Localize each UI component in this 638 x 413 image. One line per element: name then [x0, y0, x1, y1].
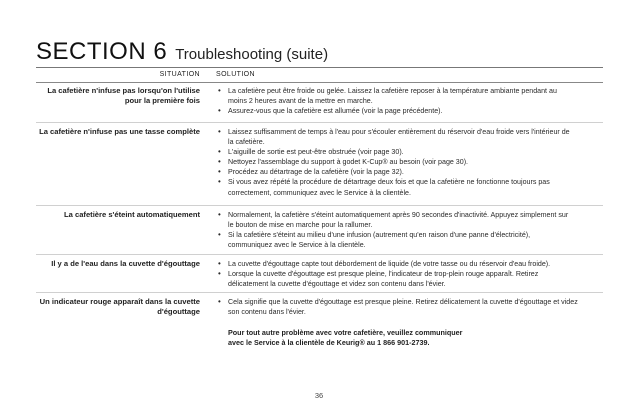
row-separator [36, 205, 603, 206]
customer-service-note: Pour tout autre problème avec votre cafetière, veuillez communiquer avec le Service à la clientèle de Keurig® au 1 866 901-2739. [228, 328, 463, 347]
solution-bullet: • Lorsque la cuvette d'égouttage est presque pleine, l'indicateur de trop-plein rouge apparaît. Retirez délicatement la cuvette d'égouttage et videz son contenu dans l'évier. [216, 269, 604, 289]
row-separator [36, 292, 603, 293]
solution-bullet: • Assurez-vous que la cafetière est allumée (voir la page précédente). [216, 106, 604, 116]
solution-list-2 [216, 127, 604, 198]
situation-4: Il y a de l'eau dans la cuvette d'égouttage [51, 259, 200, 268]
table-header-rule [36, 82, 603, 83]
solution-bullet: • La cuvette d'égouttage capte tout débordement de liquide (de votre tasse ou du réservoir d'eau froide). [216, 259, 604, 269]
solution-list-3 [216, 210, 604, 250]
solution-bullet: • Si la cafetière s'éteint au milieu d'une infusion (autrement qu'en raison d'une panne d'électricité), communiquez avec le Service à la clientèle. [216, 230, 604, 250]
solution-bullet: • L'aiguille de sortie est peut-être obstruée (voir page 30). [216, 147, 604, 157]
situation-5: Un indicateur rouge apparaît dans la cuvette d'égouttage [39, 297, 200, 316]
solution-list-1 [216, 86, 604, 116]
solution-bullet: • Laissez suffisamment de temps à l'eau pour s'écouler entièrement du réservoir d'eau froide vers l'intérieur de la cafetière. [216, 127, 604, 147]
section-number: SECTION 6 [36, 38, 168, 65]
solution-bullet: • Si vous avez répété la procédure de détartrage deux fois et que la cafetière ne fonctionne toujours pas correctement, communiquez avec le Service à la clientèle. [216, 177, 604, 197]
solution-bullet: • Normalement, la cafetière s'éteint automatiquement après 90 secondes d'inactivité. Appuyez simplement sur le bouton de mise en marche pour la rallumer. [216, 210, 604, 230]
row-separator [36, 122, 603, 123]
solution-bullet: • Procédez au détartrage de la cafetière (voir la page 32). [216, 167, 604, 177]
header-rule [36, 67, 603, 68]
solution-bullet: • Nettoyez l'assemblage du support à godet K-Cup® au besoin (voir page 30). [216, 157, 604, 167]
page-number: 36 [314, 391, 324, 400]
situation-2: La cafetière n'infuse pas une tasse complète [39, 127, 200, 136]
column-header-situation: SITUATION [159, 71, 200, 78]
section-header [36, 38, 328, 66]
section-title: Troubleshooting (suite) [175, 46, 329, 63]
row-separator [36, 254, 603, 255]
solution-bullet: • La cafetière peut être froide ou gelée. Laissez la cafetière reposer à la température ambiante pendant au moins 2 heures avant de la mettre en marche. [216, 86, 604, 106]
situation-3: La cafetière s'éteint automatiquement [64, 210, 200, 219]
solution-bullet: • Cela signifie que la cuvette d'égouttage est presque pleine. Retirez délicatement la cuvette d'égouttage et videz son contenu dans l'évier. [216, 297, 604, 317]
situation-1: La cafetière n'infuse pas lorsqu'on l'utilise pour la première fois [47, 86, 200, 105]
solution-list-4 [216, 259, 604, 289]
column-header-solution: SOLUTION [216, 71, 255, 78]
solution-list-5 [216, 297, 604, 317]
